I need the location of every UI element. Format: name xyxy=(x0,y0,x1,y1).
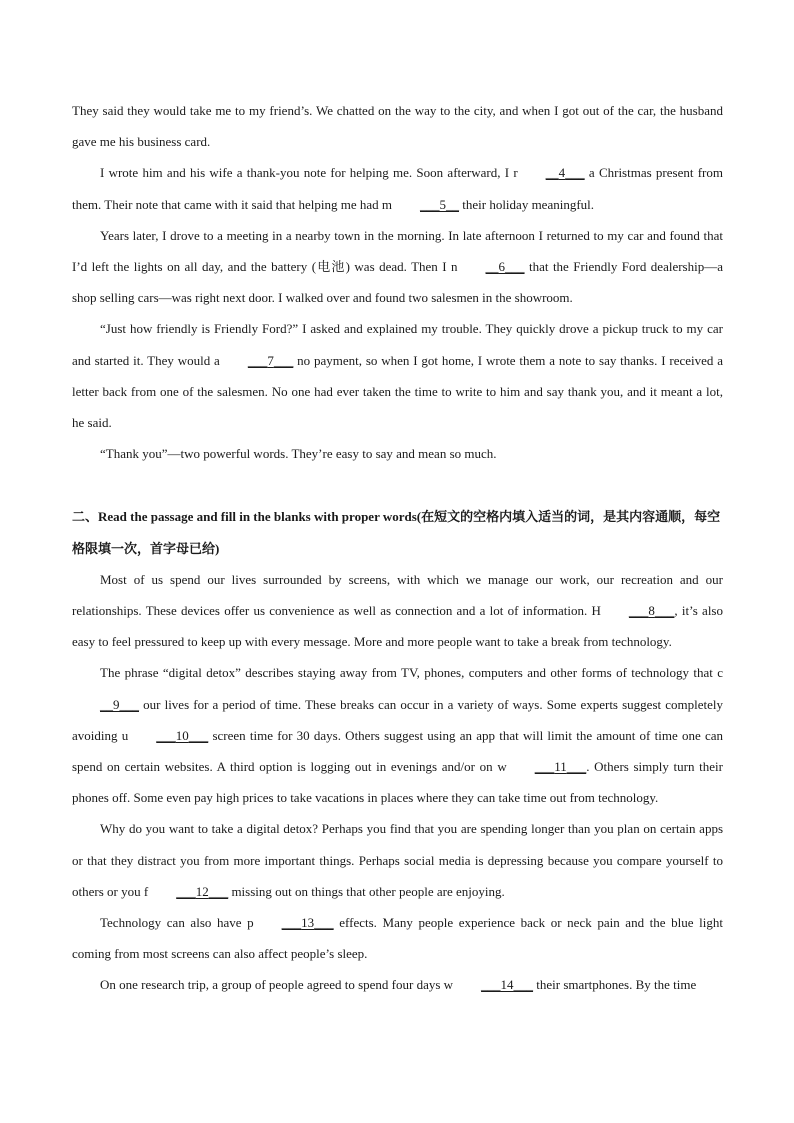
paragraph-7 xyxy=(72,657,723,813)
blank-5[interactable]: ___5__ xyxy=(420,196,459,212)
blank-9[interactable]: __9___ xyxy=(100,696,139,712)
paragraph-text: Most of us spend our lives surrounded by screens, with which we manage our work, our recreation and our relationships. These devices offer us convenience as well as connection and a lot of information. H xyxy=(72,571,723,619)
blank-11[interactable]: ___11___ xyxy=(534,759,587,775)
paragraph-3 xyxy=(72,220,723,314)
blank-4[interactable]: __4___ xyxy=(545,165,585,181)
paragraph-text: “Thank you”—two powerful words. They’re easy to say and mean so much. xyxy=(100,446,497,462)
blank-13[interactable]: ___13___ xyxy=(281,915,334,931)
blank-7[interactable]: ___7___ xyxy=(247,352,294,368)
paragraph-5 xyxy=(72,438,723,469)
paragraph-text: “Just how friendly is Friendly Ford?” I asked and explained my trouble. They quickly drove a pickup truck to my car and started it. They would a xyxy=(72,321,723,368)
paragraph-text: their holiday meaningful. xyxy=(459,196,595,212)
paragraph-text: screen time for 30 days. Others suggest using an app that will limit the amount of time one can spend on certain websites. A third option is logging out in evenings and/or on w xyxy=(72,727,723,775)
section-spacer xyxy=(72,469,723,501)
paragraph-text: The phrase “digital detox” describes staying away from TV, phones, computers and other forms of technology that c xyxy=(100,665,723,681)
paragraph-text: . Others simply turn their phones off. Some even pay high prices to take vacations in places where they can take time out from technology. xyxy=(72,759,723,806)
paragraph-8 xyxy=(72,813,723,907)
paragraph-2 xyxy=(72,157,723,219)
paragraph-text: their smartphones. By the time xyxy=(533,977,697,993)
section-title: 二、Read the passage and fill in the blanks with proper words(在短文的空格内填入适当的词，是其内容通顺，每空格限填一次，首字母已给) xyxy=(72,509,721,556)
paragraph-text: Technology can also have p xyxy=(100,915,254,931)
paragraph-text: no payment, so when I got home, I wrote them a note to say thanks. I received a letter back from one of the salesmen. No one had ever taken the time to write to him and say thank you, and it meant a lot, he said. xyxy=(72,352,723,431)
blank-6[interactable]: __6___ xyxy=(485,259,525,275)
blank-14[interactable]: ___14___ xyxy=(481,977,534,993)
paragraph-4 xyxy=(72,313,723,438)
blank-10[interactable]: ___10___ xyxy=(156,727,209,743)
paragraph-9 xyxy=(72,907,723,969)
paragraph-text: I wrote him and his wife a thank-you note for helping me. Soon afterward, I r xyxy=(100,165,518,181)
paragraph-text: They said they would take me to my friend’s. We chatted on the way to the city, and when I got out of the car, the husband gave me his business card. xyxy=(72,103,723,150)
paragraph-text: , it’s also easy to feel pressured to keep up with every message. More and more people want to take a break from technology. xyxy=(72,603,723,650)
paragraph-text: our lives for a period of time. These breaks can occur in a variety of ways. Some experts suggest completely avoiding u xyxy=(72,696,723,743)
paragraph-text: missing out on things that other people are enjoying. xyxy=(228,883,505,899)
paragraph-text: a Christmas present from them. Their note that came with it said that helping me had m xyxy=(72,165,723,212)
paragraph-10 xyxy=(72,969,723,1000)
paragraph-1 xyxy=(72,95,723,157)
blank-12[interactable]: ___12___ xyxy=(176,883,229,899)
document-page xyxy=(72,95,723,1001)
paragraph-text: Years later, I drove to a meeting in a nearby town in the morning. In late afternoon I returned to my car and found that I’d left the lights on all day, and the battery (电池) was dead. Then I n xyxy=(72,227,723,275)
paragraph-text: effects. Many people experience back or neck pain and the blue light coming from most screens can also affect people’s sleep. xyxy=(72,915,723,962)
paragraph-text: Why do you want to take a digital detox? Perhaps you find that you are spending longer than you plan on certain apps or that they distract you from more important things. Perhaps social media is depressing because you compare yourself to others or you f xyxy=(72,821,723,899)
paragraph-6 xyxy=(72,564,723,658)
blank-8[interactable]: ___8___ xyxy=(628,603,675,619)
paragraph-text: that the Friendly Ford dealership—a shop selling cars—was right next door. I walked over and found two salesmen in the showroom. xyxy=(72,259,723,306)
paragraph-text: On one research trip, a group of people agreed to spend four days w xyxy=(100,977,454,993)
